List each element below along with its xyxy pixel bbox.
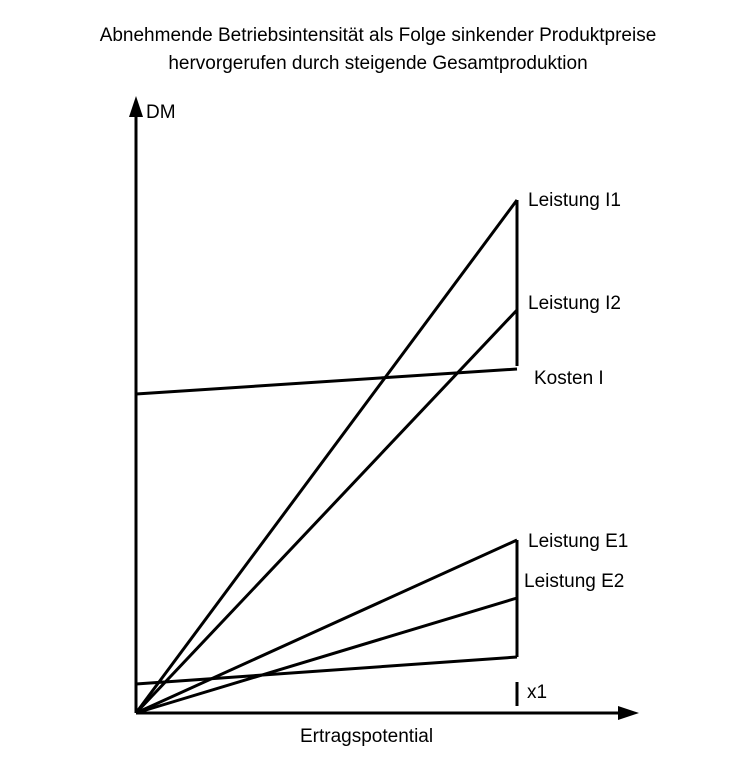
series-label-leistung-e2: Leistung E2 xyxy=(524,571,625,592)
series-line-kosten-e xyxy=(136,657,517,684)
series-line-kosten-i xyxy=(136,369,517,394)
x-axis xyxy=(136,706,639,720)
series-line-leistung-i1 xyxy=(136,200,517,713)
series-line-leistung-e1 xyxy=(136,540,517,713)
chart-title-line-1: Abnehmende Betriebsintensität als Folge sinkender Produktpreise xyxy=(99,25,657,46)
x-tick-label-x1: x1 xyxy=(527,682,548,703)
y-axis xyxy=(129,96,143,713)
series-label-leistung-e1: Leistung E1 xyxy=(528,531,629,552)
y-axis-label: DM xyxy=(146,102,176,123)
series-label-leistung-i2: Leistung I2 xyxy=(528,293,621,314)
series-line-leistung-i2 xyxy=(136,310,517,713)
series-label-leistung-i1: Leistung I1 xyxy=(528,190,621,211)
x-axis-label: Ertragspotential xyxy=(300,726,434,747)
series-label-kosten-i: Kosten I xyxy=(534,368,604,389)
series-line-leistung-e2 xyxy=(136,598,517,713)
chart-title-line-2: hervorgerufen durch steigende Gesamtproduktion xyxy=(168,53,588,74)
